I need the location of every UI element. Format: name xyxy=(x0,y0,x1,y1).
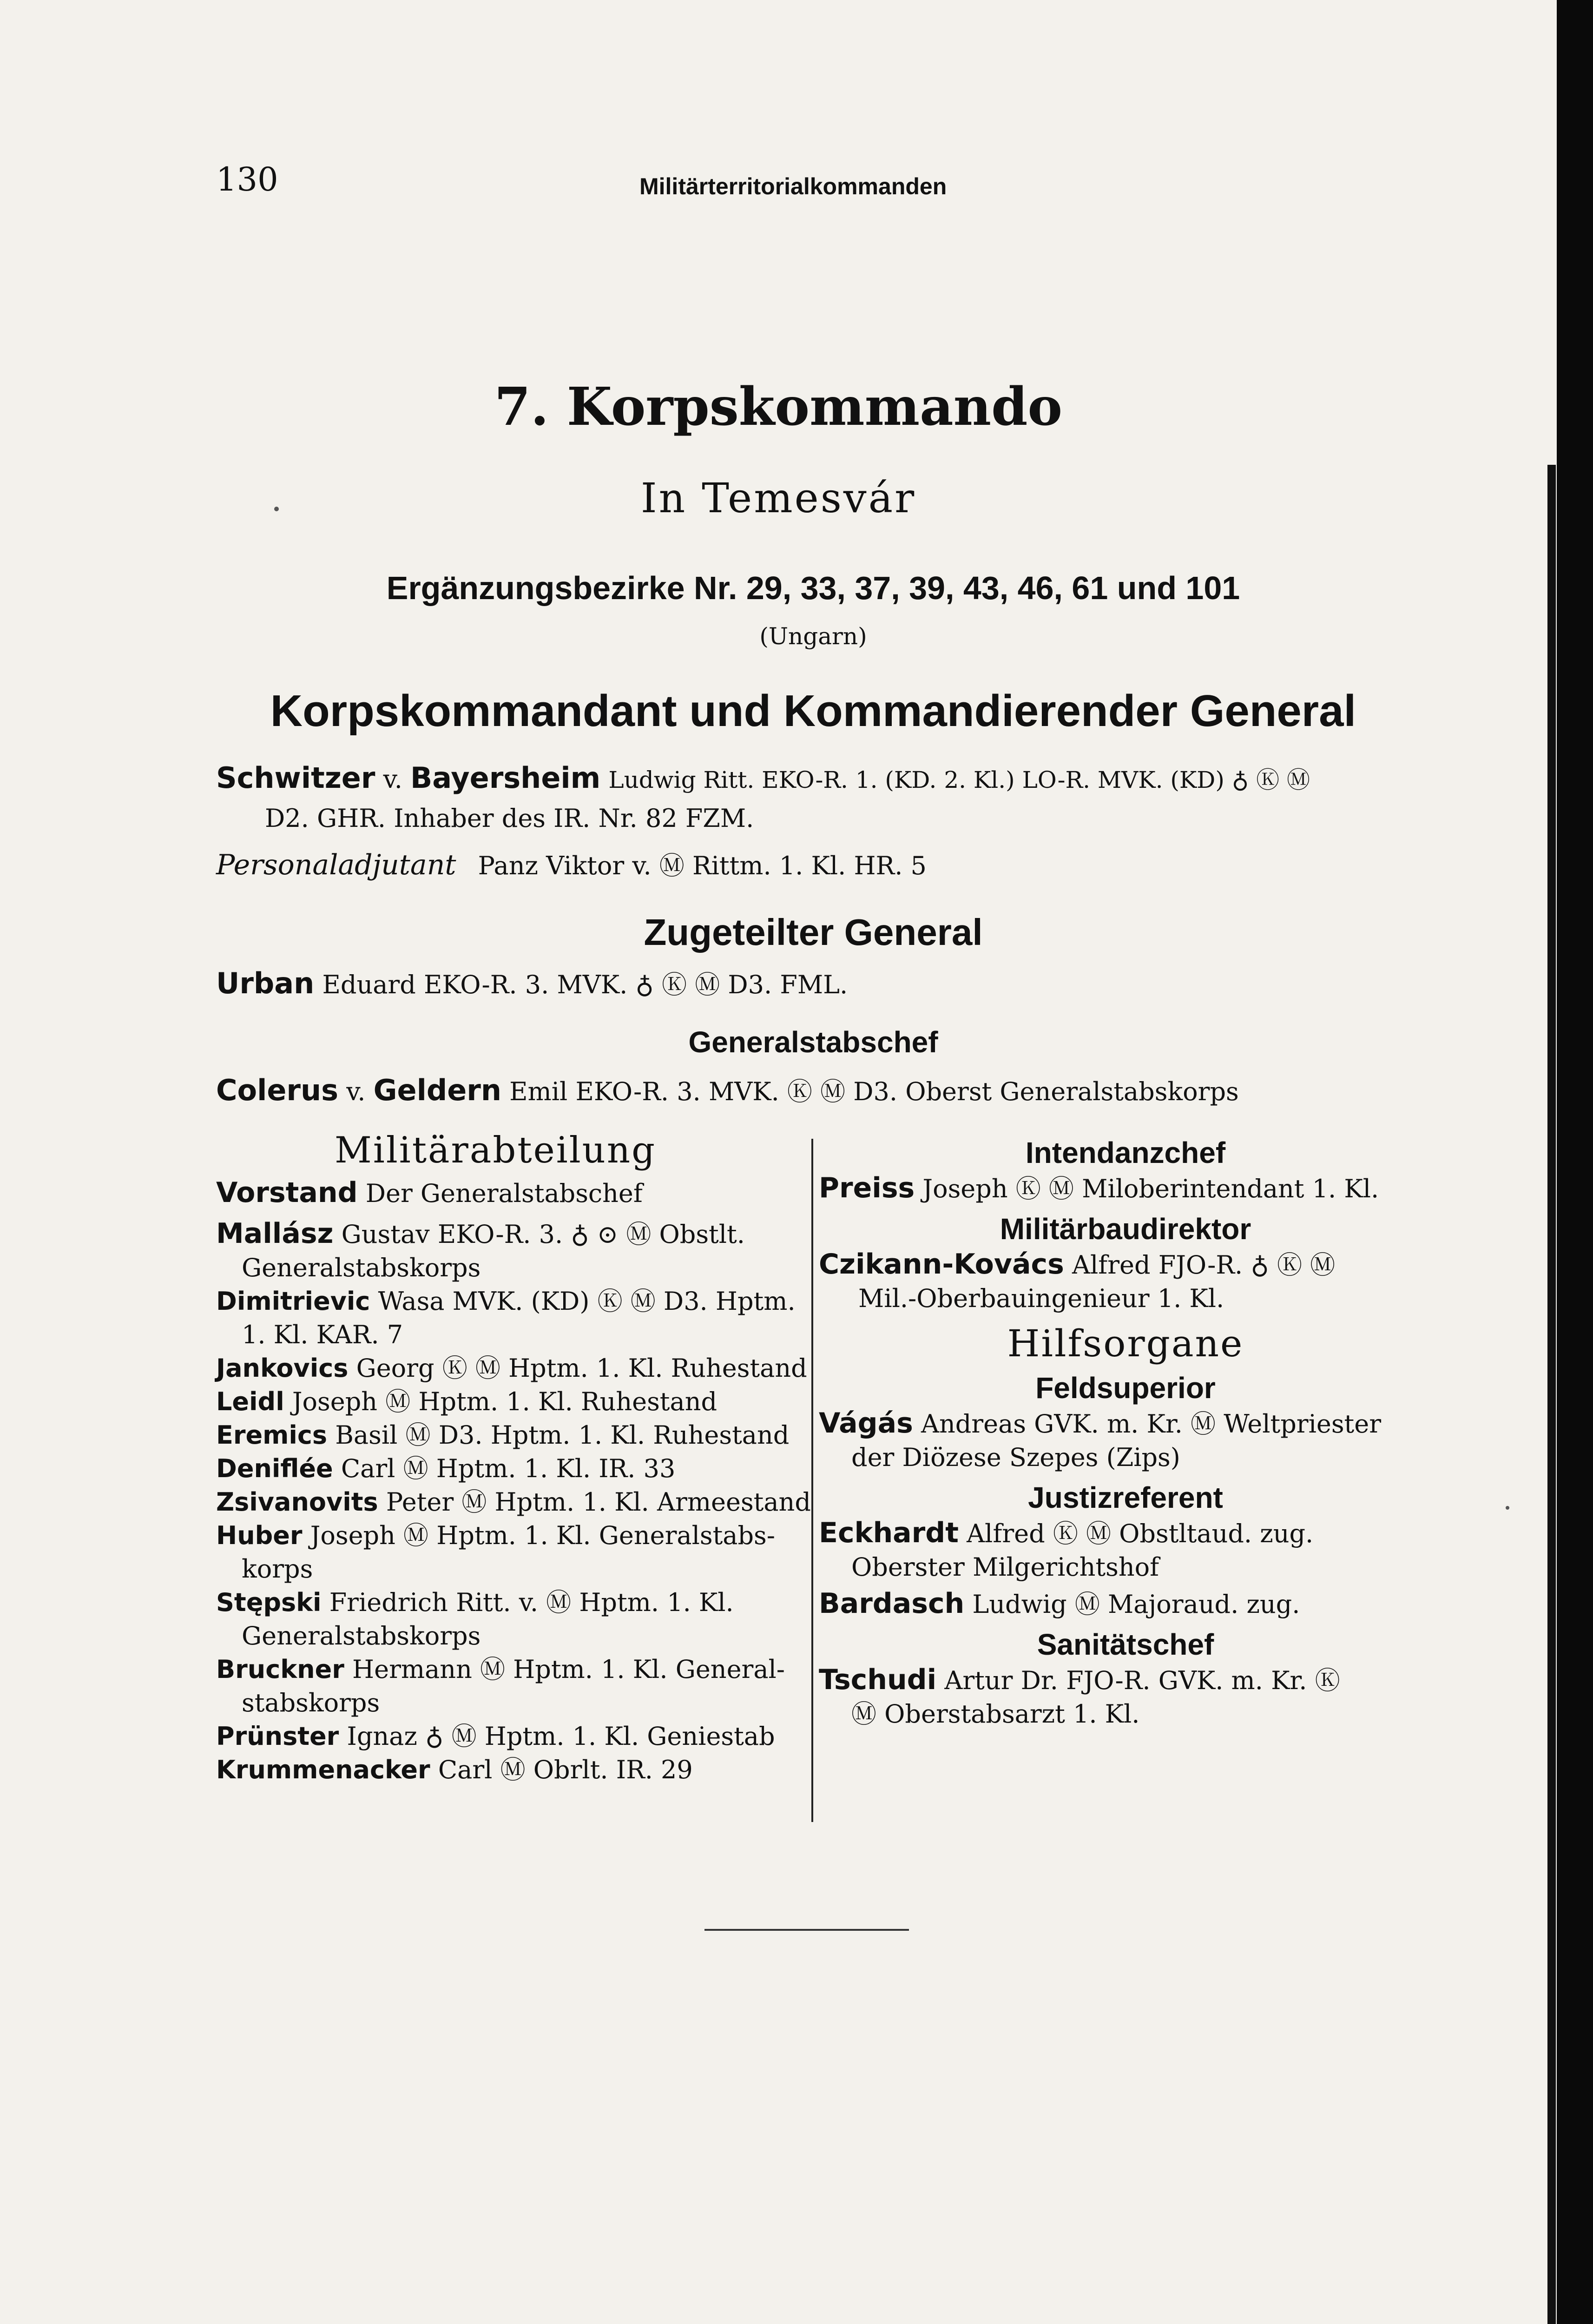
entry-text: Carl Ⓜ Hptm. 1. Kl. IR. 33 xyxy=(341,1454,676,1483)
hilfsorgane-heading: Hilfsorgane xyxy=(1007,1322,1244,1365)
chief-of-staff-name: Colerus xyxy=(216,1073,339,1107)
entry-name: Prünster xyxy=(216,1722,339,1751)
page-edge-shadow xyxy=(1547,465,1556,2324)
entry-name: Czikann-Kovács xyxy=(819,1248,1064,1281)
list-item xyxy=(216,1753,806,1787)
entry-name: Jankovics xyxy=(216,1353,349,1383)
entry-continuation: Mil.-Oberbauingenieur 1. Kl. xyxy=(858,1284,1224,1313)
commander-heading: Korpskommandant und Kommandierender General xyxy=(270,686,1356,736)
list-item xyxy=(216,1176,806,1210)
chief-of-staff-name-2: Geldern xyxy=(373,1073,501,1107)
entry-text: Gustav EKO-R. 3. ♁ ⊙ Ⓜ Obstlt. xyxy=(341,1220,745,1249)
commander-name-2: Bayersheim xyxy=(410,761,601,795)
chief-of-staff-details: Emil EKO-R. 3. MVK. Ⓚ Ⓜ D3. Oberst Generalstabskorps xyxy=(509,1077,1239,1106)
list-item xyxy=(216,1452,806,1486)
entry-continuation: stabskorps xyxy=(242,1688,380,1717)
chief-of-staff-line xyxy=(216,1074,1239,1109)
entry-text: Andreas GVK. m. Kr. Ⓜ Weltpriester xyxy=(921,1409,1382,1439)
page-number: 130 xyxy=(216,160,278,198)
entry-name: Mallász xyxy=(216,1217,334,1250)
list-item xyxy=(216,1586,806,1653)
entry-text: Peter Ⓜ Hptm. 1. Kl. Armeestand xyxy=(386,1487,811,1517)
entry-continuation: 1. Kl. KAR. 7 xyxy=(242,1320,403,1349)
entry-text: Alfred Ⓚ Ⓜ Obstltaud. zug. xyxy=(967,1519,1314,1548)
assigned-general-name: Urban xyxy=(216,966,315,1000)
intendanz-entry xyxy=(819,1171,1432,1206)
list-item xyxy=(216,1285,806,1352)
list-item xyxy=(216,1217,806,1285)
column-divider xyxy=(811,1139,813,1822)
entry-continuation: Oberster Milgerichtshof xyxy=(851,1552,1159,1582)
entry-text: Joseph Ⓜ Hptm. 1. Kl. Ruhestand xyxy=(292,1387,718,1416)
chief-of-staff-v: v. xyxy=(346,1077,366,1106)
entry-name: Vorstand xyxy=(216,1176,358,1209)
end-rule xyxy=(704,1929,909,1931)
scan-speck xyxy=(1506,1506,1509,1510)
assigned-general-line xyxy=(216,967,848,1002)
entry-continuation: Generalstabskorps xyxy=(242,1253,481,1282)
entry-name: Zsivanovits xyxy=(216,1487,378,1517)
entry-name: Eckhardt xyxy=(819,1517,959,1549)
commander-name: Schwitzer xyxy=(216,761,375,795)
assigned-general-details: Eduard EKO-R. 3. MVK. ♁ Ⓚ Ⓜ D3. FML. xyxy=(322,970,848,999)
list-item xyxy=(216,1653,806,1720)
entry-name: Bruckner xyxy=(216,1655,344,1684)
commander-details: Ludwig Ritt. EKO-R. 1. (KD. 2. Kl.) LO-R. MVK. (KD) ♁ Ⓚ Ⓜ xyxy=(608,766,1310,793)
commander-v: v. xyxy=(383,765,402,794)
entry-name: Bardasch xyxy=(819,1587,965,1620)
entry-text: Ignaz ♁ Ⓜ Hptm. 1. Kl. Geniestab xyxy=(347,1722,775,1751)
entry-continuation: Generalstabskorps xyxy=(242,1621,481,1651)
entry-text: Carl Ⓜ Obrlt. IR. 29 xyxy=(438,1755,693,1784)
baudirektor-entry xyxy=(819,1248,1432,1315)
list-item xyxy=(216,1419,806,1452)
entry-text: Joseph Ⓜ Hptm. 1. Kl. Generalstabs- xyxy=(310,1521,775,1550)
adjutant-line xyxy=(216,848,927,883)
scan-speck xyxy=(274,507,279,511)
feldsuperior-heading: Feldsuperior xyxy=(1035,1371,1216,1405)
entry-text: Ludwig Ⓜ Majoraud. zug. xyxy=(972,1590,1300,1619)
corps-location: In Temesvár xyxy=(640,474,916,522)
adjutant-label: Personaladjutant xyxy=(216,849,456,881)
intendanz-heading: Intendanzchef xyxy=(1025,1136,1226,1169)
list-item xyxy=(216,1352,806,1385)
entry-name: Eremics xyxy=(216,1420,328,1450)
entry-name: Deniflée xyxy=(216,1454,333,1483)
entry-continuation: der Diözese Szepes (Zips) xyxy=(851,1443,1180,1472)
running-title: Militärterritorialkommanden xyxy=(639,173,947,199)
commander-line-1 xyxy=(216,761,1310,797)
entry-text: Artur Dr. FJO-R. GVK. m. Kr. Ⓚ xyxy=(944,1666,1340,1695)
entry-name: Krummenacker xyxy=(216,1755,430,1784)
feldsuperior-entry xyxy=(819,1406,1432,1474)
entry-name: Dimitrievic xyxy=(216,1287,370,1316)
list-item xyxy=(216,1519,806,1586)
entry-text: Der Generalstabschef xyxy=(365,1179,643,1208)
assigned-general-heading: Zugeteilter General xyxy=(644,911,983,953)
sanitaet-entry xyxy=(819,1663,1432,1731)
entry-text: Friedrich Ritt. v. Ⓜ Hptm. 1. Kl. xyxy=(329,1588,734,1617)
entry-text: Joseph Ⓚ Ⓜ Miloberintendant 1. Kl. xyxy=(922,1174,1379,1203)
entry-continuation: Ⓜ Oberstabsarzt 1. Kl. xyxy=(851,1699,1140,1729)
entry-name: Huber xyxy=(216,1521,303,1550)
entry-text: Hermann Ⓜ Hptm. 1. Kl. General- xyxy=(352,1655,785,1684)
entry-name: Vágás xyxy=(819,1407,913,1439)
list-item xyxy=(216,1385,806,1419)
justiz-entry xyxy=(819,1516,1432,1584)
right-column xyxy=(819,1134,1432,1731)
adjutant-details: Panz Viktor v. Ⓜ Rittm. 1. Kl. HR. 5 xyxy=(478,851,927,880)
region-note: (Ungarn) xyxy=(759,623,867,650)
entry-text: Alfred FJO-R. ♁ Ⓚ Ⓜ xyxy=(1072,1250,1336,1280)
commander-line-2: D2. GHR. Inhaber des IR. Nr. 82 FZM. xyxy=(265,804,754,833)
entry-name: Preiss xyxy=(819,1172,915,1204)
entry-name: Tschudi xyxy=(819,1664,937,1696)
military-department-list xyxy=(216,1176,811,1787)
list-item xyxy=(216,1720,806,1753)
entry-name: Stępski xyxy=(216,1588,322,1617)
list-item xyxy=(216,1486,811,1519)
entry-continuation: korps xyxy=(242,1554,313,1584)
bardasch-entry xyxy=(819,1587,1432,1621)
sanitaet-heading: Sanitätschef xyxy=(1037,1628,1214,1661)
entry-text: Basil Ⓜ D3. Hptm. 1. Kl. Ruhestand xyxy=(335,1420,790,1450)
chief-of-staff-heading: Generalstabschef xyxy=(688,1025,938,1059)
baudirektor-heading: Militärbaudirektor xyxy=(1000,1212,1251,1246)
justiz-heading: Justizreferent xyxy=(1028,1481,1223,1514)
entry-text: Georg Ⓚ Ⓜ Hptm. 1. Kl. Ruhestand xyxy=(356,1353,807,1383)
corps-title: 7. Korpskommando xyxy=(494,376,1063,437)
recruitment-districts: Ergänzungsbezirke Nr. 29, 33, 37, 39, 43, 46, 61 und 101 xyxy=(386,570,1240,606)
entry-name: Leidl xyxy=(216,1387,284,1416)
entry-text: Wasa MVK. (KD) Ⓚ Ⓜ D3. Hptm. xyxy=(378,1287,796,1316)
military-department-heading: Militärabteilung xyxy=(335,1129,657,1171)
